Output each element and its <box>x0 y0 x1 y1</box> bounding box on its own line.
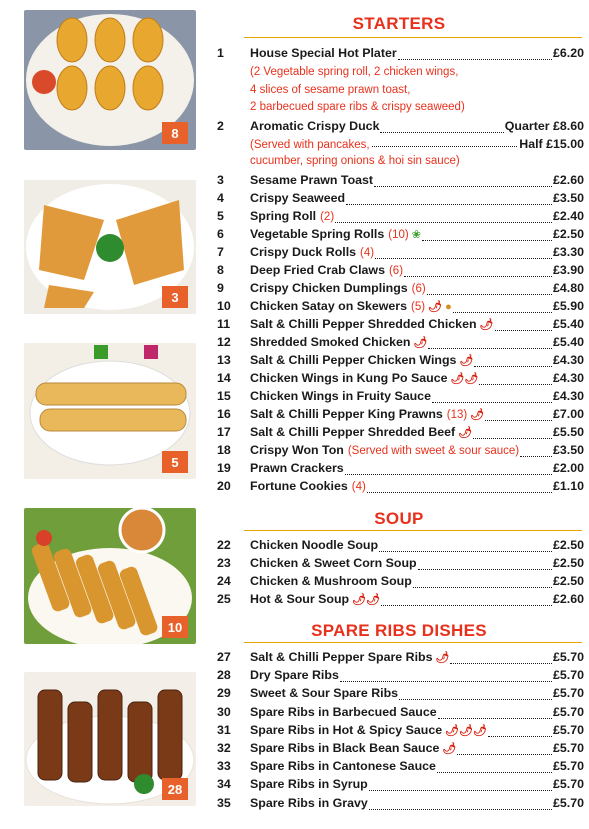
item-number: 30 <box>217 704 231 719</box>
item-price: £4.80 <box>552 281 584 295</box>
dish-number-badge: 3 <box>162 286 188 308</box>
section-rule <box>244 37 582 38</box>
chili-icon: 🌶︎ <box>428 301 443 313</box>
food-photo <box>24 508 196 644</box>
item-name: Crispy Duck Rolls <box>250 245 357 259</box>
menu-item-19 <box>214 461 584 479</box>
menu-item-17 <box>214 425 584 443</box>
dot-leader <box>369 790 552 791</box>
dot-leader <box>485 420 552 421</box>
dot-leader <box>457 754 552 755</box>
item-number: 17 <box>217 425 231 439</box>
item-name: Crispy Seaweed <box>250 191 346 205</box>
item-number: 11 <box>217 317 231 331</box>
item-name: Salt & Chilli Pepper Chicken Wings <box>250 353 457 367</box>
menu-item-18 <box>214 443 584 461</box>
section-rule <box>244 642 582 643</box>
item-subline <box>250 137 584 151</box>
menu-item-10 <box>214 299 584 317</box>
item-name: Deep Fried Crab Claws <box>250 263 385 277</box>
item-name: Spare Ribs in Barbecued Sauce <box>250 704 437 719</box>
item-price: £5.70 <box>552 704 584 719</box>
item-price: Quarter £8.60 <box>504 119 584 133</box>
item-price: £5.90 <box>552 299 584 313</box>
item-price: £2.40 <box>552 209 584 223</box>
chili-icon: 🌶︎ <box>479 319 494 331</box>
item-quantity: (5) <box>411 301 426 313</box>
menu-item-4 <box>214 191 584 209</box>
item-number: 13 <box>217 353 231 367</box>
item-number: 7 <box>217 245 224 259</box>
item-name: Spring Roll <box>250 209 317 223</box>
menu-item-22 <box>214 538 584 556</box>
item-price: £3.90 <box>552 263 584 277</box>
menu-item-3 <box>214 173 584 191</box>
item-number: 18 <box>217 443 231 457</box>
menu-item-2 <box>214 119 584 137</box>
item-number: 33 <box>217 759 231 774</box>
item-price: £5.70 <box>552 795 584 810</box>
dot-leader <box>367 492 552 493</box>
chili-icon: 🌶︎ <box>458 427 473 439</box>
food-photo <box>24 672 196 806</box>
dot-leader <box>346 204 552 205</box>
section-rule <box>244 530 582 531</box>
item-quantity: (6) <box>411 283 426 295</box>
menu-item-33 <box>214 759 584 777</box>
chili-icon: 🌶︎ <box>470 409 485 421</box>
item-name: Salt & Chilli Pepper Shredded Beef <box>250 425 456 439</box>
item-price: £5.50 <box>552 425 584 439</box>
item-price: £2.50 <box>552 227 584 241</box>
item-name: Salt & Chilli Pepper Spare Ribs <box>250 650 433 664</box>
section-title-soup: SOUP <box>374 509 424 528</box>
dot-leader <box>427 294 552 295</box>
dish-number-badge: 5 <box>162 451 188 473</box>
dish-number-badge: 10 <box>162 616 188 638</box>
menu-item-15 <box>214 389 584 407</box>
item-name: Crispy Chicken Dumplings <box>250 281 408 295</box>
item-quantity: (13) <box>446 409 468 421</box>
dot-leader <box>432 402 552 403</box>
item-number: 25 <box>217 592 231 607</box>
item-price: £2.50 <box>552 556 584 571</box>
item-number: 5 <box>217 209 224 223</box>
item-number: 19 <box>217 461 231 475</box>
item-price: £5.40 <box>552 335 584 349</box>
item-name: Salt & Chilli Pepper Shredded Chicken <box>250 317 477 331</box>
item-description: cucumber, spring onions & hoi sin sauce) <box>250 155 460 167</box>
chili-icon-2: 🌶︎🌶︎ <box>450 373 479 385</box>
item-quantity: (4) <box>351 481 366 493</box>
section-title-starters: STARTERS <box>352 14 446 33</box>
item-price: £4.30 <box>552 389 584 403</box>
item-name: Hot & Sour Soup <box>250 592 350 607</box>
item-price: £3.30 <box>552 245 584 259</box>
item-price: £5.70 <box>552 686 584 701</box>
item-number: 27 <box>217 650 231 664</box>
menu-item-9 <box>214 281 584 299</box>
chili-icon: 🌶︎ <box>435 652 450 664</box>
menu-item-34 <box>214 777 584 795</box>
menu-item-20 <box>214 479 584 497</box>
menu-item-6 <box>214 227 584 245</box>
item-price: £5.70 <box>552 722 584 737</box>
item-name: Chicken & Sweet Corn Soup <box>250 556 417 571</box>
item-price: £2.50 <box>552 538 584 552</box>
item-name: Spare Ribs in Hot & Spicy Sauce <box>250 722 443 737</box>
item-name: Chicken & Mushroom Soup <box>250 574 412 589</box>
menu-item-31 <box>214 723 584 741</box>
menu-item-7 <box>214 245 584 263</box>
item-price: Half £15.00 <box>519 137 584 151</box>
item-quantity: (6) <box>388 265 404 277</box>
item-number: 1 <box>217 46 224 60</box>
item-quantity: (2) <box>320 211 335 223</box>
menu-item-35 <box>214 796 584 814</box>
menu-item-29 <box>214 686 584 704</box>
menu-item-23 <box>214 556 584 574</box>
menu-item-24 <box>214 574 584 592</box>
dish-number-badge: 28 <box>162 778 188 800</box>
chili-icon: 🌶︎ <box>459 355 474 367</box>
item-name: Dry Spare Ribs <box>250 668 339 683</box>
item-number: 12 <box>217 335 231 349</box>
dot-leader <box>372 146 518 147</box>
item-price: £4.30 <box>552 353 584 367</box>
chili-icon-2: 🌶︎🌶︎ <box>352 594 381 607</box>
menu-item-16 <box>214 407 584 425</box>
item-number: 31 <box>217 722 231 737</box>
item-name: Vegetable Spring Rolls <box>250 227 385 241</box>
item-name: Crispy Won Ton <box>250 443 344 457</box>
menu-item-25 <box>214 592 584 610</box>
dot-leader <box>450 663 552 664</box>
item-number: 4 <box>217 191 224 205</box>
dot-leader <box>488 736 552 737</box>
item-price: £5.70 <box>552 741 584 755</box>
dot-leader <box>473 438 552 439</box>
item-name: Aromatic Crispy Duck <box>250 119 380 133</box>
dot-leader <box>379 551 552 552</box>
item-name: Chicken Noodle Soup <box>250 538 379 552</box>
item-quantity: (4) <box>360 247 375 259</box>
item-price: £5.70 <box>552 668 584 683</box>
item-price: £2.60 <box>552 592 584 607</box>
dot-leader <box>381 605 552 606</box>
item-number: 28 <box>217 668 231 683</box>
item-number: 34 <box>217 777 231 792</box>
item-quantity: (10) <box>388 229 409 241</box>
item-number: 8 <box>217 263 224 277</box>
item-name: Spare Ribs in Cantonese Sauce <box>250 759 436 774</box>
item-name: Fortune Cookies <box>250 479 348 493</box>
item-name: Spare Ribs in Black Bean Sauce <box>250 741 440 755</box>
item-name: Chicken Wings in Fruity Sauce <box>250 389 431 403</box>
menu-item-5 <box>214 209 584 227</box>
menu-item-1 <box>214 46 584 64</box>
item-price: £5.70 <box>552 759 584 774</box>
item-name: Chicken Satay on Skewers <box>250 299 408 313</box>
item-price: £7.00 <box>552 407 584 421</box>
item-number: 24 <box>217 574 231 589</box>
chili-icon: 🌶︎ <box>442 743 457 755</box>
item-price: £5.70 <box>552 777 584 792</box>
item-number: 14 <box>217 371 231 385</box>
item-number: 29 <box>217 686 231 701</box>
item-name: Sesame Prawn Toast <box>250 173 374 187</box>
dot-leader <box>437 772 552 773</box>
dot-leader <box>340 681 552 682</box>
dot-leader <box>479 384 552 385</box>
item-price: £2.60 <box>552 173 584 187</box>
chili-icon: 🌶︎ <box>413 337 428 349</box>
food-photo <box>24 343 196 479</box>
dot-leader <box>345 474 552 475</box>
item-quantity: (Served with sweet & sour sauce) <box>347 445 520 457</box>
item-description: 2 barbecued spare ribs & crispy seaweed) <box>250 101 465 113</box>
food-photo <box>24 10 196 150</box>
item-price: £5.70 <box>552 650 584 664</box>
item-price: £6.20 <box>552 46 584 60</box>
dish-number-badge: 8 <box>162 122 188 144</box>
item-price: £2.00 <box>552 461 584 475</box>
dot-leader <box>374 186 552 187</box>
item-name: Prawn Crackers <box>250 461 344 475</box>
item-name: House Special Hot Plater <box>250 46 397 60</box>
item-price: £3.50 <box>552 443 584 457</box>
dot-leader <box>404 276 552 277</box>
item-price: £1.10 <box>552 479 584 493</box>
dot-leader <box>422 240 552 241</box>
menu-item-13 <box>214 353 584 371</box>
item-number: 20 <box>217 479 231 493</box>
item-description: (Served with pancakes, <box>250 139 370 151</box>
menu-item-27 <box>214 650 584 668</box>
nut-icon: ● <box>445 301 452 313</box>
photo-column <box>0 0 205 829</box>
dot-leader <box>418 569 552 570</box>
dot-leader <box>428 348 552 349</box>
dot-leader <box>474 366 552 367</box>
dot-leader <box>453 312 552 313</box>
dot-leader <box>335 222 552 223</box>
item-number: 35 <box>217 795 231 810</box>
menu-item-30 <box>214 705 584 723</box>
item-number: 22 <box>217 538 231 552</box>
dot-leader <box>495 330 552 331</box>
item-number: 32 <box>217 741 231 755</box>
dot-leader <box>398 59 552 60</box>
dot-leader <box>413 587 552 588</box>
item-name: Spare Ribs in Syrup <box>250 777 368 792</box>
dot-leader <box>438 718 552 719</box>
menu-item-8 <box>214 263 584 281</box>
item-number: 16 <box>217 407 231 421</box>
item-name: Sweet & Sour Spare Ribs <box>250 686 399 701</box>
dot-leader <box>380 132 503 133</box>
item-number: 3 <box>217 173 224 187</box>
item-name: Spare Ribs in Gravy <box>250 795 368 810</box>
menu-item-32 <box>214 741 584 759</box>
food-photo <box>24 180 196 314</box>
menu-item-28 <box>214 668 584 686</box>
item-name: Salt & Chilli Pepper King Prawns <box>250 407 443 421</box>
item-price: £3.50 <box>552 191 584 205</box>
item-description: 4 slices of sesame prawn toast, <box>250 84 411 96</box>
section-title-spare-ribs: SPARE RIBS DISHES <box>311 621 487 640</box>
item-number: 6 <box>217 227 224 241</box>
item-number: 2 <box>217 119 224 133</box>
item-number: 9 <box>217 281 224 295</box>
vegetarian-leaf-icon: ❀ <box>411 229 421 241</box>
menu-item-11 <box>214 317 584 335</box>
item-name: Chicken Wings in Kung Po Sauce <box>250 371 448 385</box>
item-number: 10 <box>217 299 231 313</box>
item-number: 23 <box>217 556 231 571</box>
item-number: 15 <box>217 389 231 403</box>
menu-item-14 <box>214 371 584 389</box>
dot-leader <box>399 699 552 700</box>
item-price: £4.30 <box>552 371 584 385</box>
item-price: £5.40 <box>552 317 584 331</box>
menu-item-12 <box>214 335 584 353</box>
dot-leader <box>369 809 552 810</box>
item-description: (2 Vegetable spring roll, 2 chicken wings, <box>250 66 459 78</box>
item-name: Shredded Smoked Chicken <box>250 335 411 349</box>
dot-leader <box>375 258 552 259</box>
dot-leader <box>520 456 552 457</box>
item-price: £2.50 <box>552 574 584 589</box>
chili-icon-3: 🌶︎🌶︎🌶︎ <box>445 724 488 737</box>
